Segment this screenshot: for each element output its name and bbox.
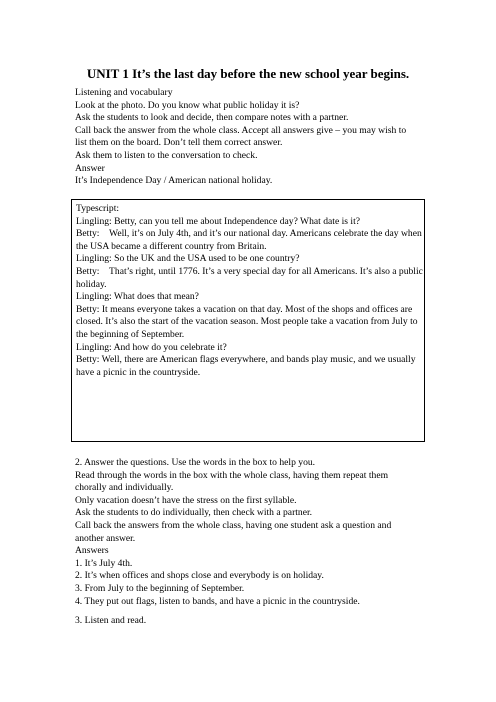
dialogue-line: Lingling: What does that mean? <box>76 291 199 303</box>
instruction-line: Only vacation doesn’t have the stress on the first syllable. <box>75 494 297 506</box>
answer-item: 1. It’s July 4th. <box>75 557 133 569</box>
unit-title: UNIT 1 It’s the last day before the new school year begins. <box>86 66 410 81</box>
listen-read-section <box>75 615 435 628</box>
instruction-line: Ask the students to do individually, then check with a partner. <box>75 507 313 519</box>
instruction-line: another answer. <box>75 532 136 544</box>
answer-item: 2. It’s when offices and shops close and everybody is on holiday. <box>75 570 324 582</box>
answer-text: It’s Independence Day / American national holiday. <box>75 175 273 187</box>
instruction-line: Call back the answers from the whole class, having one student ask a question and <box>75 519 392 531</box>
instruction-line: chorally and individually. <box>75 482 174 494</box>
instruction-line: Read through the words in the box with the whole class, having them repeat them <box>75 469 389 481</box>
dialogue-line: Betty: Well, there are American flags everywhere, and bands play music, and we usually have a picnic in the countryside. <box>76 354 416 378</box>
answers-heading: Answers <box>75 545 109 557</box>
typescript-heading: Typescript: <box>76 203 120 214</box>
answer-heading: Answer <box>75 162 105 174</box>
answer-item: 3. From July to the beginning of September. <box>75 582 245 594</box>
section-heading: Listening and vocabulary <box>75 87 173 98</box>
dialogue-line: Betty: Well, it’s on July 4th, and it’s our national day. Americans celebrate the day when the USA became a different country from Britain. <box>76 228 422 252</box>
answer-questions-section <box>75 457 435 608</box>
typescript-box <box>71 199 425 442</box>
dialogue-line: Lingling: Betty, can you tell me about Independence day? What date is it? <box>76 215 360 227</box>
instruction-line: list them on the board. Don’t tell them correct answer. <box>75 137 283 149</box>
listening-vocabulary-section <box>75 87 435 188</box>
dialogue-line: Lingling: And how do you celebrate it? <box>76 341 227 353</box>
section-heading: 2. Answer the questions. Use the words in the box to help you. <box>75 457 316 468</box>
instruction-line: Ask them to listen to the conversation to check. <box>75 149 258 161</box>
instruction-line: Look at the photo. Do you know what public holiday it is? <box>75 99 300 111</box>
instruction-line: Call back the answer from the whole class. Accept all answers give – you may wish to <box>75 124 407 136</box>
instruction-line: Ask the students to look and decide, then compare notes with a partner. <box>75 112 349 124</box>
section-heading: 3. Listen and read. <box>75 615 147 626</box>
dialogue-line: Betty: It means everyone takes a vacation on that day. Most of the shops and offices are closed. It’s also the start of the vacation season. Most people take a vacation from July to the beginning of September. <box>76 303 418 340</box>
dialogue-line: Betty: That’s right, until 1776. It’s a very special day for all Americans. It’s also a public holiday. <box>76 265 423 290</box>
answer-item: 4. They put out flags, listen to bands, and have a picnic in the countryside. <box>75 595 360 607</box>
dialogue-line: Lingling: So the UK and the USA used to be one country? <box>76 253 300 265</box>
